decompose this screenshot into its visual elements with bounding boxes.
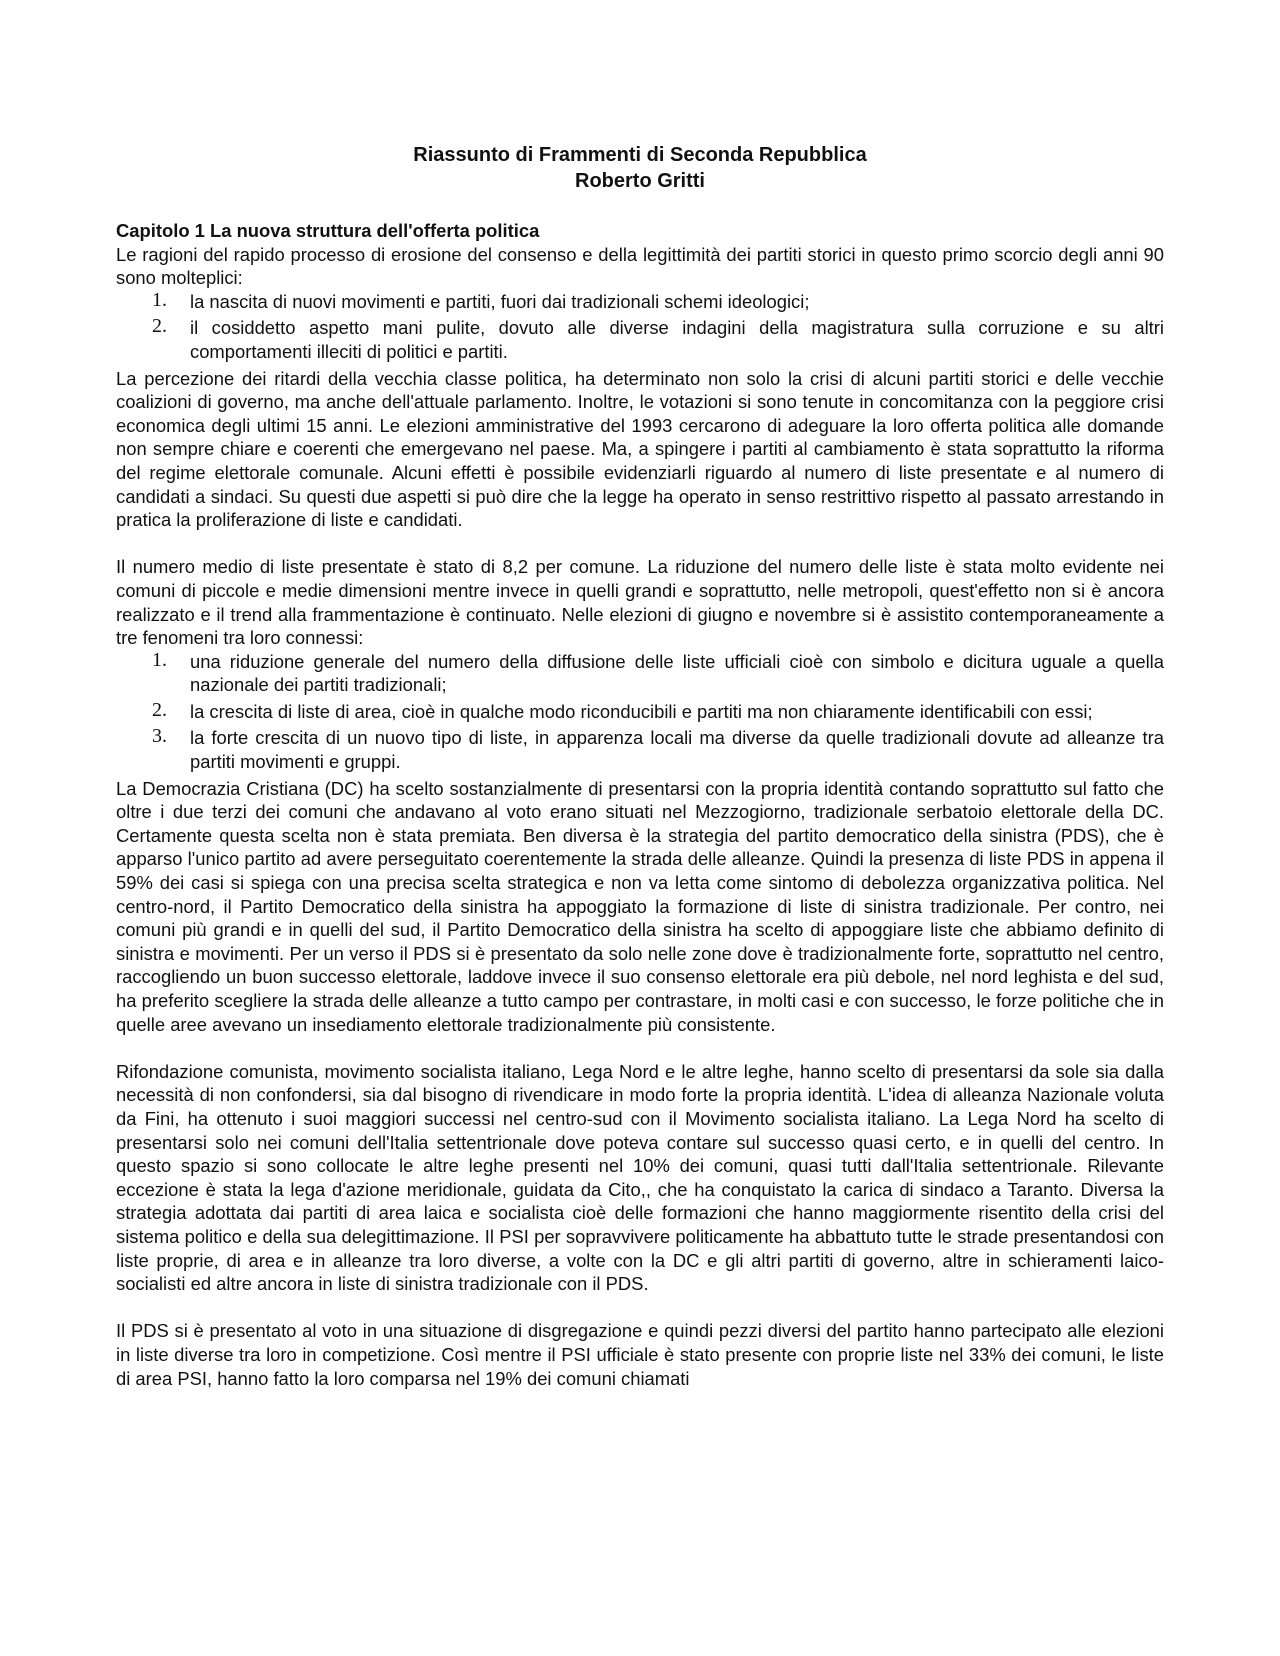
list-item-text: la crescita di liste di area, cioè in qualche modo riconducibili e partiti ma non chiaramente identificabili con essi; (190, 700, 1093, 722)
document-title: Riassunto di Frammenti di Seconda Repubblica (413, 144, 867, 166)
paragraph-pds: Il PDS si è presentato al voto in una situazione di disgregazione e quindi pezzi diversi del partito hanno partecipato alle elezioni in liste diverse tra loro in competizione. Così mentre il PSI ufficiale è stato presente con proprie liste nel 33% dei comuni, le liste di area PSI, hanno fatto la loro comparsa nel 19% dei comuni chiamati (116, 1320, 1164, 1389)
intro-paragraph: Le ragioni del rapido processo di erosione del consenso e della legittimità dei partiti storici in questo primo scorcio degli anni 90 sono molteplici: (116, 243, 1164, 289)
list-item-number: 1. (152, 288, 167, 311)
paragraph-numero-medio: Il numero medio di liste presentate è stato di 8,2 per comune. La riduzione del numero delle liste è stata molto evidente nei comuni di piccole e medie dimensioni mentre invece in quelli grandi e soprattutto, nelle metropoli, quest'effetto non si è ancora realizzato e il trend alla frammentazione è continuato. Nelle elezioni di giugno e novembre si è assistito contemporaneamente a tre fenomeni tra loro connessi: (116, 556, 1164, 649)
phenomena-list (116, 650, 1164, 774)
paragraph-percezione: La percezione dei ritardi della vecchia classe politica, ha determinato non solo la crisi di alcuni partiti storici e delle vecchie coalizioni di governo, ma anche dell'attuale parlamento. Inoltre, le votazioni si sono tenute in concomitanza con la peggiore crisi economica degli ultimi 15 anni. Le elezioni amministrative del 1993 cercarono di adeguare la loro offerta politica alle domande non sempre chiare e coerenti che emergevano nel paese. Ma, a spingere i partiti al cambiamento è stata soprattutto la riforma del regime elettorale comunale. Alcuni effetti è possibile evidenziarli riguardo al numero di liste presentate e al numero di candidati a sindaci. Su questi due aspetti si può dire che la legge ha operato in senso restrittivo rispetto al passato arrestando in pratica la proliferazione di liste e candidati. (116, 367, 1164, 531)
chapter-heading: Capitolo 1 La nuova struttura dell'offerta politica (116, 220, 540, 241)
list-item-text: il cosiddetto aspetto mani pulite, dovuto alle diverse indagini della magistratura sulla corruzione e su altri comportamenti illeciti di politici e partiti. (190, 317, 1164, 362)
paragraph-rifondazione: Rifondazione comunista, movimento socialista italiano, Lega Nord e le altre leghe, hanno scelto di presentarsi da sole sia dalla necessità di non confondersi, sia dal bisogno di rivendicare in modo forte la propria identità. L'idea di alleanza Nazionale voluta da Fini, ha ottenuto i suoi maggiori successi nel centro-sud con il Movimento socialista italiano. La Lega Nord ha scelto di presentarsi solo nei comuni dell'Italia settentrionale dove poteva contare sul successo quasi certo, e in quelli del centro. In questo spazio si sono collocate le altre leghe presenti nel 10% dei comuni, quasi tutti dall'Italia settentrionale. Rilevante eccezione è stata la lega d'azione meridionale, guidata da Cito,, che ha conquistato la carica di sindaco a Taranto. Diversa la strategia adottata dai partiti di area laica e socialista cioè delle formazioni che hanno maggiormente risentito della crisi del sistema politico e della sua delegittimazione. Il PSI per sopravvivere politicamente ha abbattuto tutte le strade presentandosi con liste proprie, di area e in alleanze tra loro diverse, a volte con la DC e gli altri partiti di governo, altre in schieramenti laico-socialisti ed altre ancora in liste di sinistra tradizionale con il PDS. (116, 1060, 1164, 1295)
list-item-number: 2. (152, 315, 167, 338)
list-item-text: la forte crescita di un nuovo tipo di liste, in apparenza locali ma diverse da quelle tradizionali dovute ad alleanze tra partiti movimenti e gruppi. (190, 727, 1164, 773)
list-item-text: una riduzione generale del numero della diffusione delle liste ufficiali cioè con simbolo e dicitura uguale a quella nazionale dei partiti tradizionali; (190, 650, 1164, 696)
list-item (116, 316, 1164, 363)
reasons-list (116, 290, 1164, 364)
document-author: Roberto Gritti (575, 170, 705, 192)
document-page (116, 142, 1164, 1390)
list-item (116, 700, 1164, 724)
list-item-number: 3. (152, 725, 167, 748)
list-item-number: 1. (152, 648, 167, 671)
list-item-text: la nascita di nuovi movimenti e partiti, fuori dai tradizionali schemi ideologici; (190, 290, 810, 312)
list-item (116, 650, 1164, 697)
paragraph-dc: La Democrazia Cristiana (DC) ha scelto sostanzialmente di presentarsi con la propria identità contando soprattutto sul fatto che oltre i due terzi dei comuni che andavano al voto erano situati nel Mezzogiorno, tradizionale serbatoio elettorale della DC. Certamente questa scelta non è stata premiata. Ben diversa è la strategia del partito democratico della sinistra (PDS), che è apparso l'unico partito ad avere perseguitato coerentemente la strada delle alleanze. Quindi la presenza di liste PDS in appena il 59% dei casi si spiega con una precisa scelta strategica e non va letta come sintomo di debolezza organizzativa politica. Nel centro-nord, il Partito Democratico della sinistra ha appoggiato la formazione di liste di sinistra tradizionale. Per contro, nei comuni più grandi e in quelli del sud, il Partito Democratico della sinistra ha scelto di appoggiare liste che abbiamo definito di sinistra e movimenti. Per un verso il PDS si è presentato da solo nelle zone dove è tradizionalmente forte, soprattutto nel centro, raccogliendo un buon successo elettorale, laddove invece il suo consenso elettorale era più debole, nel nord leghista e del sud, ha preferito scegliere la strada delle alleanze a tutto campo per contrastare, in molti casi e con successo, le forze politiche che in quelle aree avevano un insediamento elettorale tradizionalmente più consistente. (116, 777, 1164, 1035)
list-item-number: 2. (152, 698, 167, 721)
list-item (116, 726, 1164, 773)
list-item (116, 290, 1164, 314)
